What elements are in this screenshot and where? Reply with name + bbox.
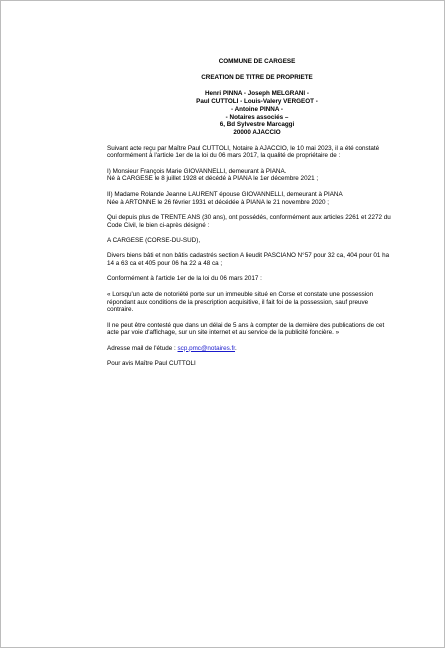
- commune-title: COMMUNE DE CARGESE: [218, 58, 296, 65]
- notaries-block: [107, 90, 407, 136]
- text-line: répondant aux conditions de la prescription acquisitive, il fait foi de la possession, sauf preuve: [107, 298, 369, 306]
- document-content: [107, 58, 407, 376]
- text-line: Conformément à l'article 1er de la loi du 06 mars 2017 :: [107, 275, 262, 283]
- text-line: Née à ARTONNE le 26 février 1931 et décédée à PIANA le 21 novembre 2020 ;: [107, 198, 330, 206]
- deed-title: CREATION DE TITRE DE PROPRIETE: [201, 73, 313, 81]
- notaries-line: 6, Bd Sylvestre Marcaggi: [219, 121, 295, 129]
- text-line: contraire.: [107, 306, 134, 314]
- text-line: Code Civil, le bien ci-après désigné :: [107, 221, 210, 229]
- text-line: acte par voie d'affichage, sur un site internet et au service de la publicité foncière. »: [107, 329, 340, 337]
- notaries-line: - Notaires associés –: [225, 113, 289, 121]
- text-line: Divers biens bâti et non bâtis cadastrés section A lieudit PASCIANO N°57 pour 32 ca, 404 pour 01 ha: [107, 252, 390, 260]
- text-line: Pour avis Maître Paul CUTTOLI: [107, 360, 196, 368]
- contest-paragraph: [107, 322, 407, 337]
- location-paragraph: [107, 237, 407, 245]
- owner-2-paragraph: [107, 191, 407, 206]
- commune-heading: [107, 58, 407, 66]
- text-line: II) Madame Rolande Jeanne LAURENT épouse GIOVANNELLI, demeurant à PIANA: [107, 190, 343, 198]
- email-paragraph: [107, 345, 407, 353]
- email-suffix: .: [235, 344, 237, 352]
- text-line: I) Monsieur François Marie GIOVANNELLI, demeurant à PIANA.: [107, 167, 287, 175]
- text-line: Suivant acte reçu par Maître Paul CUTTOLI, Notaire à AJACCIO, le 10 mai 2023, il a été constaté: [107, 144, 380, 152]
- text-line: Il ne peut être contesté que dans un délai de 5 ans à compter de la dernière des publications de cet: [107, 321, 385, 329]
- text-line: Né à CARGESE le 8 juillet 1928 et décédé à PIANA le 1er décembre 2021 ;: [107, 175, 319, 183]
- quote-paragraph: [107, 291, 407, 314]
- document-title: [107, 74, 407, 82]
- notaries-line: Paul CUTTOLI - Louis-Valery VERGEOT -: [196, 98, 318, 106]
- closing-paragraph: [107, 360, 407, 368]
- possession-paragraph: [107, 214, 407, 229]
- notaries-line: 20000 AJACCIO: [233, 128, 281, 136]
- intro-paragraph: [107, 145, 407, 160]
- text-line: 14 a 63 ca et 405 pour 06 ha 22 a 48 ca ;: [107, 260, 223, 268]
- email-label: Adresse mail de l'étude :: [107, 344, 178, 352]
- parcels-paragraph: [107, 252, 407, 267]
- text-line: conformément à l'article 1er de la loi du 06 mars 2017, la qualité de propriétaire de :: [107, 152, 341, 160]
- text-line: Qui depuis plus de TRENTE ANS (30 ans), ont possédés, conformément aux articles 2261 et 2272 du: [107, 213, 391, 221]
- text-line: A CARGESE (CORSE-DU-SUD),: [107, 237, 201, 244]
- text-line: « Lorsqu'un acte de notoriété porte sur un immeuble situé en Corse et constate une possession: [107, 290, 374, 298]
- notaries-line: - Antoine PINNA -: [230, 105, 283, 113]
- owner-1-paragraph: [107, 168, 407, 183]
- conformity-paragraph: [107, 275, 407, 283]
- email-link[interactable]: scp.pmc@notaires.fr: [177, 344, 236, 352]
- notaries-line: Henri PINNA - Joseph MELGRANI -: [204, 90, 310, 98]
